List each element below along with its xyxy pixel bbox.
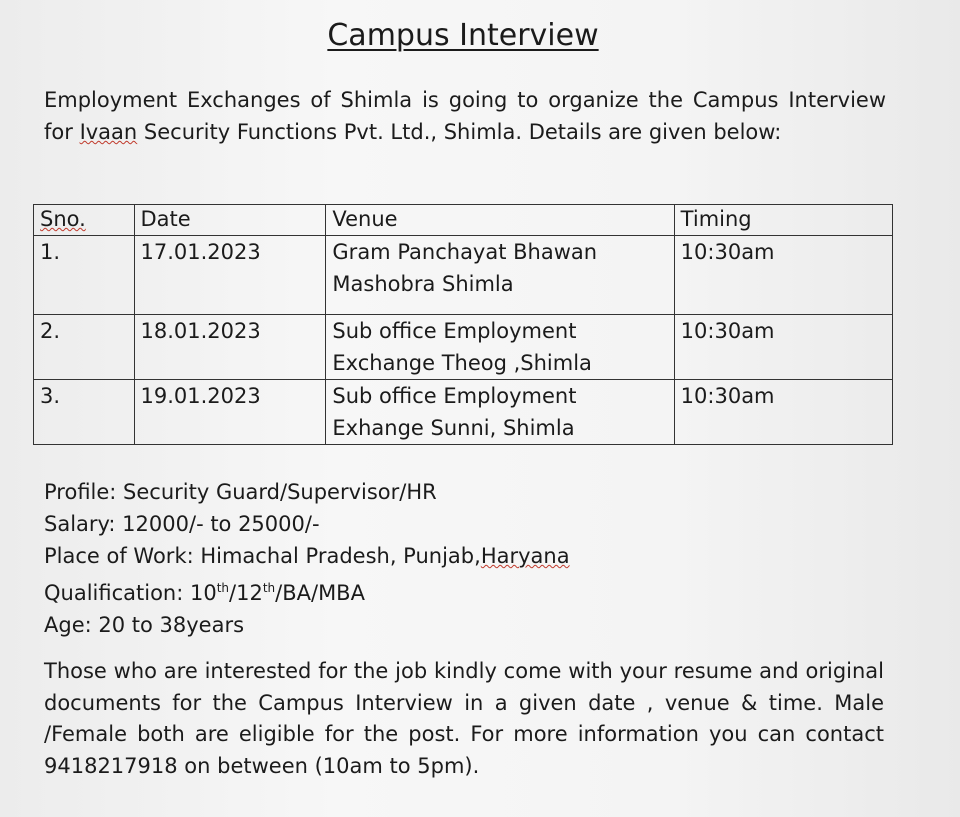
header-sno: Sno. (34, 205, 135, 236)
qualification-line: Qualification: 10th/12th/BA/MBA (44, 581, 365, 605)
table-row (34, 236, 893, 315)
intro-text-start: Employment Exchanges of Shimla is going to organize the Campus Interview for (44, 88, 886, 144)
header-date: Date (134, 205, 326, 236)
company-name: Ivaan (79, 120, 138, 144)
job-details (44, 476, 570, 641)
table-row (34, 380, 893, 445)
cell-timing: 10:30am (674, 380, 892, 445)
intro-text-end: Security Functions Pvt. Ltd., Shimla. Details are given below: (137, 120, 782, 144)
cell-venue: Sub office Employment Exchange Theog ,Shimla (326, 315, 674, 380)
cell-sno: 1. (34, 236, 135, 315)
cell-timing: 10:30am (674, 236, 892, 315)
age-line: Age: 20 to 38years (44, 613, 245, 637)
cell-timing: 10:30am (674, 315, 892, 380)
header-timing: Timing (674, 205, 892, 236)
cell-sno: 3. (34, 380, 135, 445)
cell-date: 19.01.2023 (134, 380, 326, 445)
closing-paragraph: Those who are interested for the job kindly come with your resume and original documents for the Campus Interview in a given date , venue & time. Male /Female both are eligible for the post. For more information you can contact 9418217918 on between (10am to 5pm). (44, 659, 884, 778)
cell-date: 18.01.2023 (134, 315, 326, 380)
header-venue: Venue (326, 205, 674, 236)
table-row (34, 315, 893, 380)
cell-venue: Gram Panchayat Bhawan Mashobra Shimla (326, 236, 674, 315)
schedule-table (33, 204, 893, 445)
page-title: Campus Interview (327, 18, 599, 53)
table-header-row (34, 205, 893, 236)
intro-paragraph (44, 84, 886, 148)
cell-sno: 2. (34, 315, 135, 380)
cell-venue: Sub office Employment Exhange Sunni, Shimla (326, 380, 674, 445)
salary-line: Salary: 12000/- to 25000/- (44, 512, 320, 536)
place-line: Place of Work: Himachal Pradesh, Punjab,Haryana (44, 544, 570, 568)
place-last: Haryana (480, 544, 570, 568)
profile-line: Profile: Security Guard/Supervisor/HR (44, 480, 437, 504)
cell-date: 17.01.2023 (134, 236, 326, 315)
